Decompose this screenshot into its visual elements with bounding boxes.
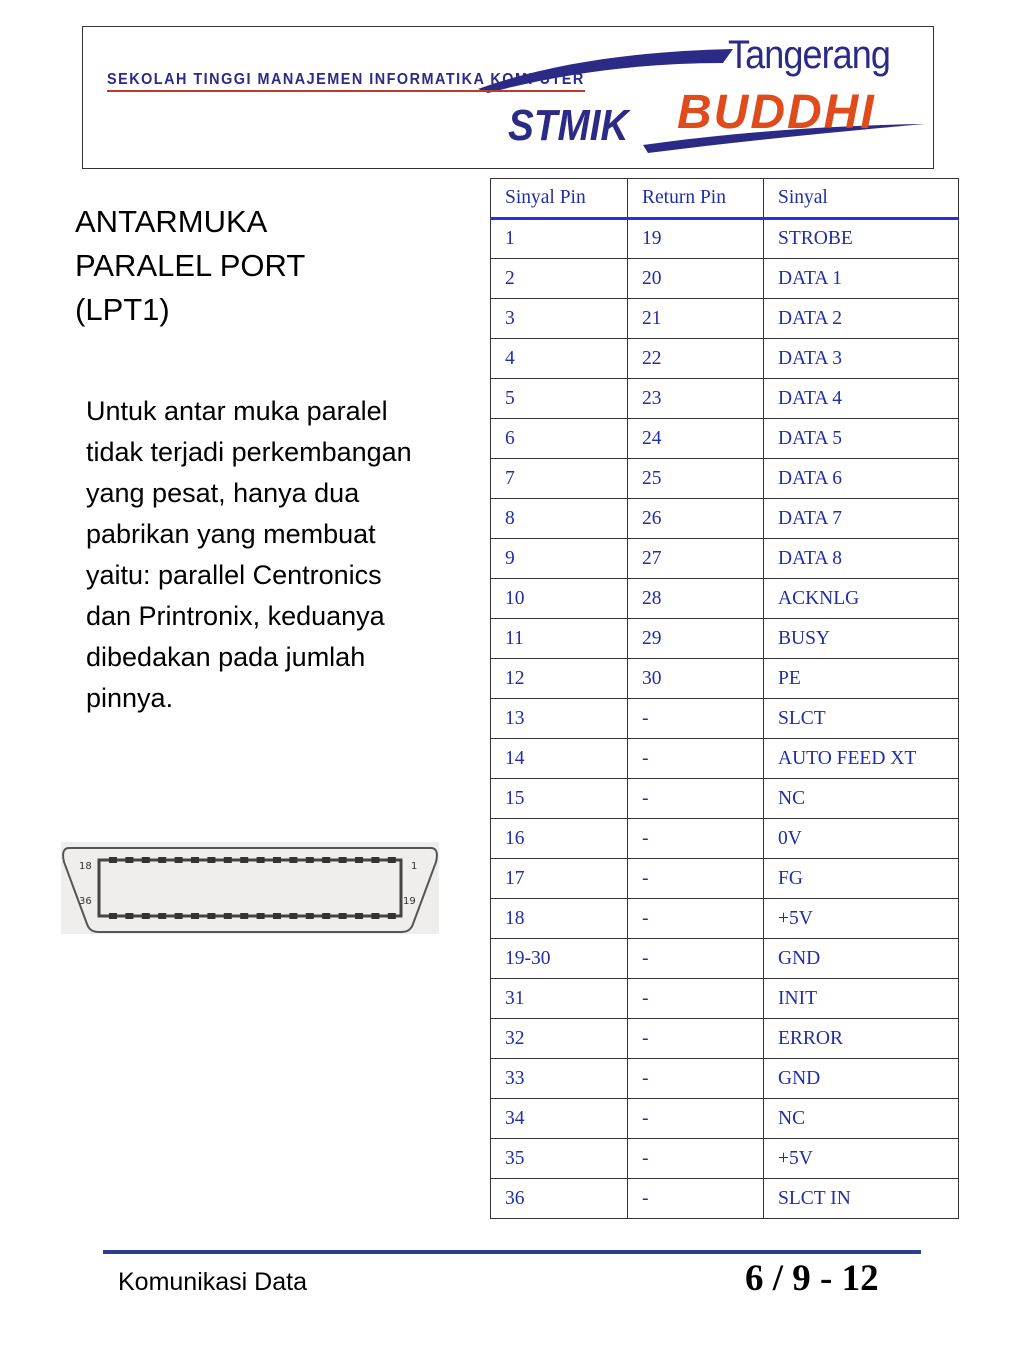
cell-sinyal: SLCT IN: [764, 1179, 959, 1219]
cell-return-pin: 20: [628, 259, 764, 299]
connector-pin: [322, 913, 330, 919]
table-row: [491, 579, 959, 619]
cell-sinyal-pin: 12: [491, 659, 628, 699]
connector-pin: [142, 913, 150, 919]
table-row: [491, 219, 959, 259]
connector-pin: [125, 857, 133, 863]
connector-pin: [224, 857, 232, 863]
column-header-sinyal-pin: Sinyal Pin: [491, 179, 628, 219]
cell-sinyal: DATA 5: [764, 419, 959, 459]
pin-table: [490, 178, 959, 1219]
table-row: [491, 1139, 959, 1179]
footer-divider: [103, 1250, 921, 1254]
table-row: [491, 1019, 959, 1059]
cell-sinyal: DATA 7: [764, 499, 959, 539]
table-row: [491, 259, 959, 299]
cell-sinyal-pin: 34: [491, 1099, 628, 1139]
connector-pin: [224, 913, 232, 919]
cell-sinyal: DATA 6: [764, 459, 959, 499]
cell-return-pin: -: [628, 939, 764, 979]
connector-pin: [175, 857, 183, 863]
cell-sinyal-pin: 10: [491, 579, 628, 619]
connector-label-18: 18: [79, 861, 92, 872]
cell-sinyal-pin: 8: [491, 499, 628, 539]
centronics-connector-image: [61, 842, 439, 934]
cell-sinyal-pin: 19-30: [491, 939, 628, 979]
cell-sinyal: ERROR: [764, 1019, 959, 1059]
connector-pin: [257, 857, 265, 863]
connector-pin: [191, 913, 199, 919]
table-row: [491, 979, 959, 1019]
cell-return-pin: 26: [628, 499, 764, 539]
table-row: [491, 859, 959, 899]
cell-sinyal: STROBE: [764, 219, 959, 259]
cell-sinyal-pin: 5: [491, 379, 628, 419]
cell-sinyal-pin: 17: [491, 859, 628, 899]
cell-sinyal: DATA 8: [764, 539, 959, 579]
cell-sinyal-pin: 6: [491, 419, 628, 459]
connector-pin: [125, 913, 133, 919]
slide-title: ANTARMUKA PARALEL PORT (LPT1): [75, 204, 305, 327]
table-row: [491, 1179, 959, 1219]
table-row: [491, 539, 959, 579]
cell-sinyal-pin: 4: [491, 339, 628, 379]
connector-pin: [207, 913, 215, 919]
footer-course: Komunikasi Data: [118, 1268, 307, 1296]
connector-label-19: 19: [403, 896, 416, 907]
connector-pin: [273, 913, 281, 919]
cell-return-pin: 19: [628, 219, 764, 259]
cell-return-pin: -: [628, 1059, 764, 1099]
connector-pin: [191, 857, 199, 863]
cell-sinyal: DATA 4: [764, 379, 959, 419]
cell-return-pin: -: [628, 1019, 764, 1059]
cell-sinyal-pin: 13: [491, 699, 628, 739]
cell-sinyal-pin: 16: [491, 819, 628, 859]
cell-sinyal-pin: 3: [491, 299, 628, 339]
cell-return-pin: -: [628, 779, 764, 819]
cell-sinyal: +5V: [764, 1139, 959, 1179]
cell-sinyal-pin: 7: [491, 459, 628, 499]
college-name: SEKOLAH TINGGI MANAJEMEN INFORMATIKA KOMPUTER: [107, 71, 585, 92]
table-row: [491, 499, 959, 539]
cell-return-pin: 28: [628, 579, 764, 619]
connector-pin: [142, 857, 150, 863]
city-name: Tangerang: [728, 33, 891, 77]
table-row: [491, 899, 959, 939]
cell-sinyal: NC: [764, 1099, 959, 1139]
connector-pin: [306, 857, 314, 863]
cell-return-pin: -: [628, 1099, 764, 1139]
table-header-row: [491, 179, 959, 219]
cell-sinyal-pin: 11: [491, 619, 628, 659]
table-row: [491, 379, 959, 419]
cell-return-pin: -: [628, 979, 764, 1019]
table-row: [491, 419, 959, 459]
cell-return-pin: -: [628, 899, 764, 939]
connector-pin: [207, 857, 215, 863]
connector-pin: [339, 857, 347, 863]
table-row: [491, 939, 959, 979]
cell-sinyal-pin: 9: [491, 539, 628, 579]
table-row: [491, 739, 959, 779]
cell-sinyal: 0V: [764, 819, 959, 859]
connector-pin: [158, 857, 166, 863]
cell-return-pin: 24: [628, 419, 764, 459]
table-row: [491, 1099, 959, 1139]
connector-pin: [355, 913, 363, 919]
logo-stmik: STMIK: [508, 101, 629, 150]
cell-sinyal-pin: 35: [491, 1139, 628, 1179]
table-row: [491, 1059, 959, 1099]
connector-pin: [240, 857, 248, 863]
connector-pin: [289, 857, 297, 863]
connector-pin: [371, 857, 379, 863]
cell-sinyal: SLCT: [764, 699, 959, 739]
connector-pin: [371, 913, 379, 919]
connector-pin: [289, 913, 297, 919]
connector-pin: [109, 913, 117, 919]
table-row: [491, 339, 959, 379]
connector-label-36: 36: [79, 896, 92, 907]
cell-sinyal: ACKNLG: [764, 579, 959, 619]
centronics-36-pin-connector-icon: [61, 842, 439, 934]
table-row: [491, 819, 959, 859]
cell-sinyal: DATA 2: [764, 299, 959, 339]
connector-pin: [158, 913, 166, 919]
connector-pin: [306, 913, 314, 919]
cell-sinyal: FG: [764, 859, 959, 899]
cell-sinyal-pin: 1: [491, 219, 628, 259]
cell-return-pin: -: [628, 699, 764, 739]
cell-sinyal-pin: 31: [491, 979, 628, 1019]
cell-sinyal: GND: [764, 939, 959, 979]
cell-return-pin: -: [628, 859, 764, 899]
cell-sinyal-pin: 18: [491, 899, 628, 939]
column-header-sinyal: Sinyal: [764, 179, 959, 219]
cell-sinyal-pin: 32: [491, 1019, 628, 1059]
table-row: [491, 299, 959, 339]
cell-sinyal-pin: 14: [491, 739, 628, 779]
cell-return-pin: -: [628, 819, 764, 859]
cell-sinyal-pin: 2: [491, 259, 628, 299]
connector-pin: [388, 857, 396, 863]
cell-return-pin: 29: [628, 619, 764, 659]
footer-page-number: 6 / 9 - 12: [745, 1258, 879, 1299]
cell-return-pin: 27: [628, 539, 764, 579]
connector-pin: [388, 913, 396, 919]
cell-sinyal-pin: 36: [491, 1179, 628, 1219]
cell-return-pin: -: [628, 1179, 764, 1219]
table-row: [491, 619, 959, 659]
cell-sinyal: INIT: [764, 979, 959, 1019]
table-row: [491, 699, 959, 739]
cell-return-pin: -: [628, 739, 764, 779]
cell-return-pin: 21: [628, 299, 764, 339]
cell-sinyal: DATA 3: [764, 339, 959, 379]
cell-sinyal: GND: [764, 1059, 959, 1099]
cell-sinyal-pin: 15: [491, 779, 628, 819]
connector-pin: [109, 857, 117, 863]
cell-sinyal: +5V: [764, 899, 959, 939]
connector-pin: [273, 857, 281, 863]
cell-sinyal: NC: [764, 779, 959, 819]
column-header-return-pin: Return Pin: [628, 179, 764, 219]
cell-return-pin: 23: [628, 379, 764, 419]
slide-body: Untuk antar muka paralel tidak terjadi perkembangan yang pesat, hanya dua pabrikan yang membuat yaitu: parallel Centronics dan Printronix, keduanya dibedakan pada jumlah pinnya.: [86, 396, 412, 713]
cell-return-pin: 25: [628, 459, 764, 499]
cell-sinyal: AUTO FEED XT: [764, 739, 959, 779]
connector-label-1: 1: [411, 861, 418, 872]
cell-return-pin: 22: [628, 339, 764, 379]
connector-pin: [257, 913, 265, 919]
table-row: [491, 779, 959, 819]
table-row: [491, 459, 959, 499]
logo-buddhi: BUDDHI: [677, 86, 876, 139]
cell-sinyal-pin: 33: [491, 1059, 628, 1099]
header-banner: [82, 26, 934, 169]
cell-sinyal: PE: [764, 659, 959, 699]
connector-pin: [339, 913, 347, 919]
connector-pin: [355, 857, 363, 863]
cell-sinyal: BUSY: [764, 619, 959, 659]
connector-pin: [175, 913, 183, 919]
table-row: [491, 659, 959, 699]
cell-sinyal: DATA 1: [764, 259, 959, 299]
connector-pin: [322, 857, 330, 863]
connector-pin: [240, 913, 248, 919]
cell-return-pin: 30: [628, 659, 764, 699]
cell-return-pin: -: [628, 1139, 764, 1179]
